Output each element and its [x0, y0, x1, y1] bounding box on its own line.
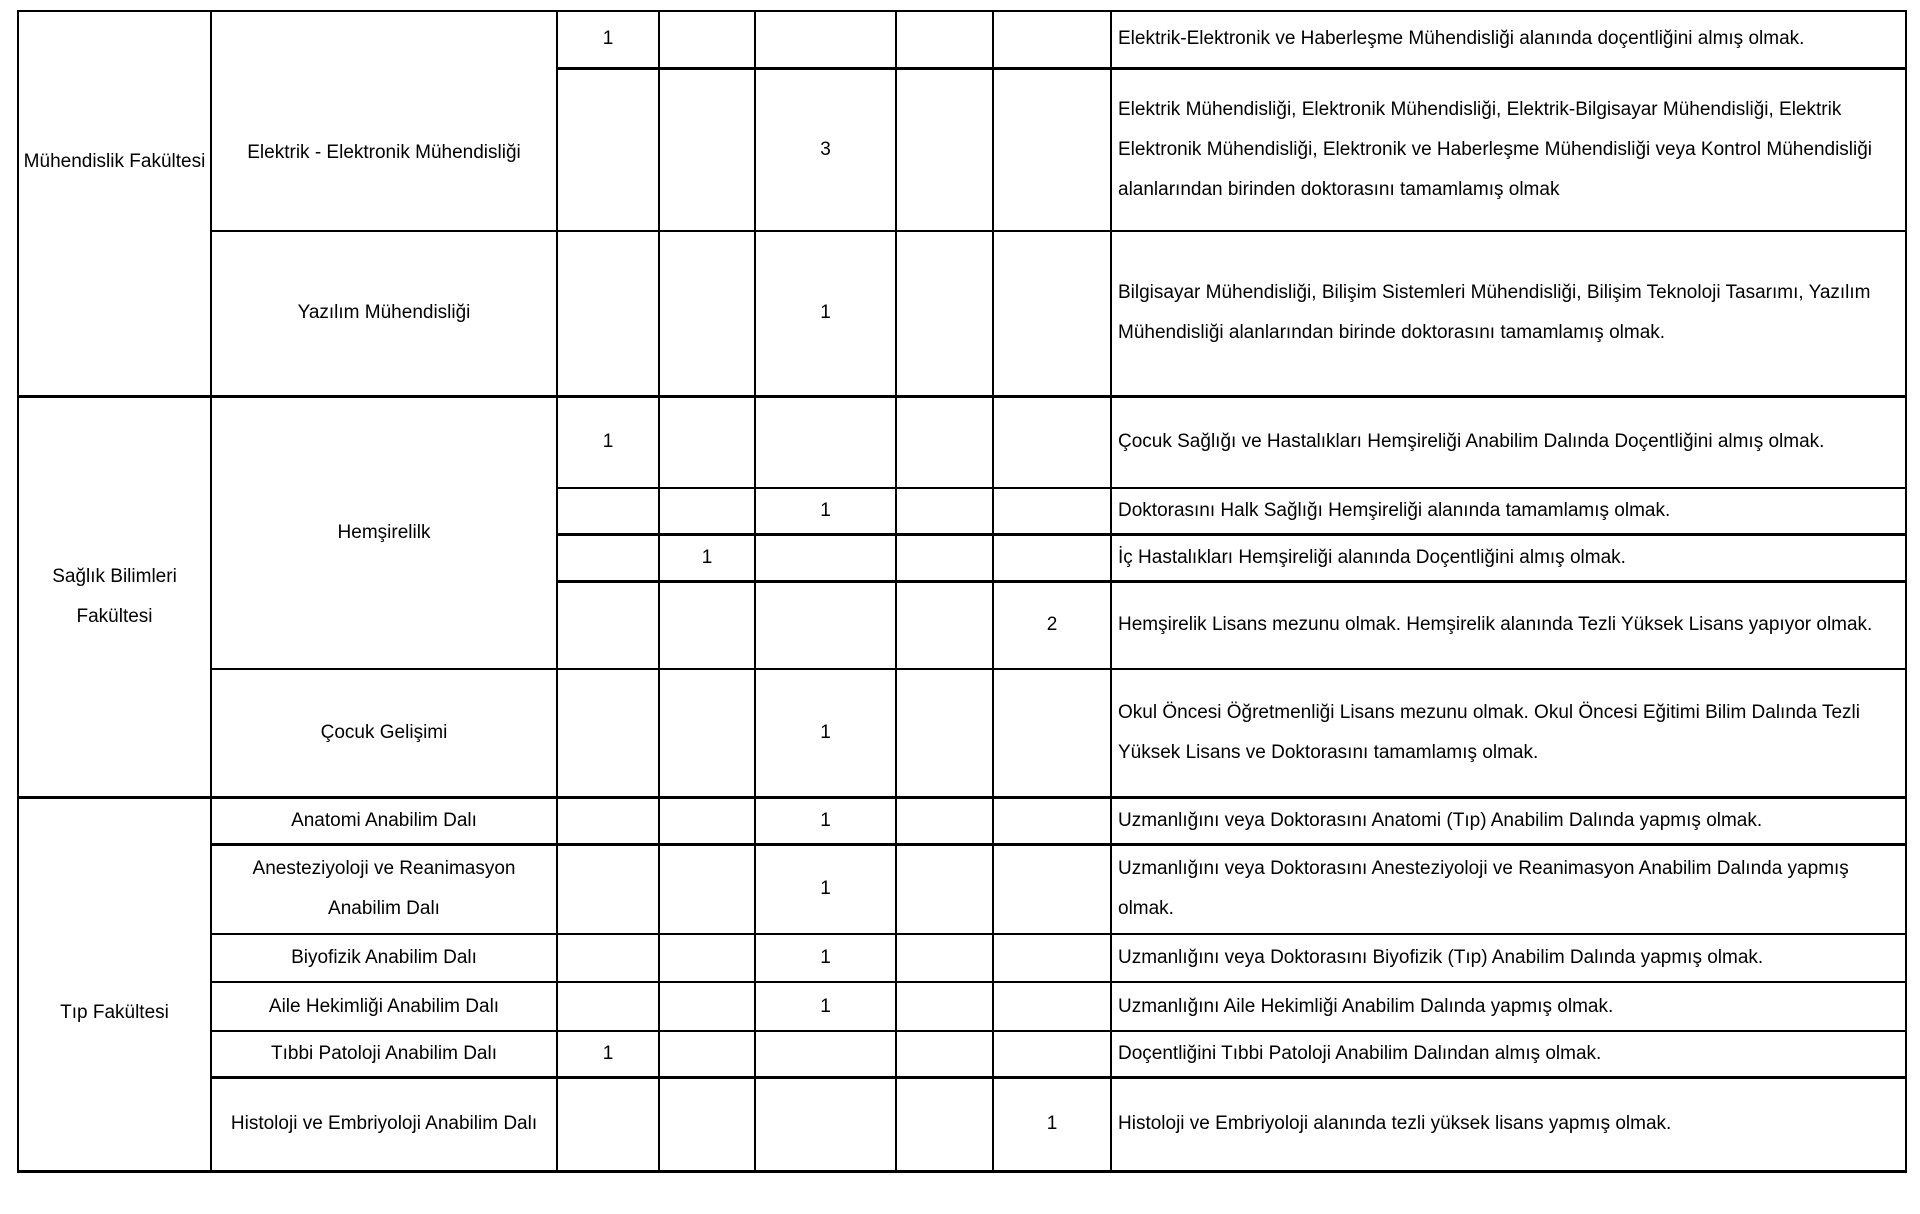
- count-cell: [896, 11, 993, 68]
- requirement-cell: Uzmanlığını Aile Hekimliği Anabilim Dalında yapmış olmak.: [1111, 982, 1906, 1031]
- count-cell: 1: [755, 844, 896, 934]
- count-cell: [896, 934, 993, 982]
- count-cell: [896, 844, 993, 934]
- table-row: [18, 982, 1906, 1031]
- count-cell: [659, 581, 755, 669]
- department-cell: Anesteziyoloji ve Reanimasyon Anabilim Dalı: [211, 844, 557, 934]
- count-cell: [659, 11, 755, 68]
- count-cell: [659, 844, 755, 934]
- count-cell: [557, 982, 659, 1031]
- count-cell: [993, 68, 1111, 231]
- table-row: [18, 396, 1906, 488]
- count-cell: [755, 581, 896, 669]
- department-cell: Yazılım Mühendisliği: [211, 231, 557, 396]
- count-cell: [659, 669, 755, 797]
- count-cell: [659, 1031, 755, 1077]
- department-cell: Aile Hekimliği Anabilim Dalı: [211, 982, 557, 1031]
- count-cell: [557, 534, 659, 581]
- requirement-cell: Okul Öncesi Öğretmenliği Lisans mezunu olmak. Okul Öncesi Eğitimi Bilim Dalında Tezli Yüksek Lisans ve Doktorasını tamamlamış olmak.: [1111, 669, 1906, 797]
- count-cell: [755, 11, 896, 68]
- count-cell: [896, 1031, 993, 1077]
- count-cell: 1: [755, 488, 896, 534]
- count-cell: [896, 534, 993, 581]
- requirement-cell: Uzmanlığını veya Doktorasını Biyofizik (Tıp) Anabilim Dalında yapmış olmak.: [1111, 934, 1906, 982]
- count-cell: 2: [993, 581, 1111, 669]
- count-cell: 1: [755, 669, 896, 797]
- requirement-cell: Doktorasını Halk Sağlığı Hemşireliği alanında tamamlamış olmak.: [1111, 488, 1906, 534]
- department-cell: Hemşirelilk: [211, 396, 557, 669]
- count-cell: [896, 396, 993, 488]
- count-cell: 1: [755, 982, 896, 1031]
- count-cell: [659, 231, 755, 396]
- count-cell: [557, 231, 659, 396]
- count-cell: [557, 581, 659, 669]
- requirement-cell: Elektrik Mühendisliği, Elektronik Mühendisliği, Elektrik-Bilgisayar Mühendisliği, Elektrik Elektronik Mühendisliği, Elektronik ve Haberleşme Mühendisliği veya Kontrol Mühendisliği alanlarından birinden doktorasını tamamlamış olmak: [1111, 68, 1906, 231]
- count-cell: 1: [659, 534, 755, 581]
- count-cell: [557, 934, 659, 982]
- count-cell: [557, 844, 659, 934]
- count-cell: [896, 581, 993, 669]
- count-cell: 1: [557, 396, 659, 488]
- count-cell: [755, 396, 896, 488]
- table-body: [18, 11, 1906, 1171]
- faculty-positions-table: [17, 10, 1907, 1173]
- table-row: [18, 669, 1906, 797]
- count-cell: [659, 396, 755, 488]
- requirement-cell: Elektrik-Elektronik ve Haberleşme Mühendisliği alanında doçentliğini almış olmak.: [1111, 11, 1906, 68]
- count-cell: [993, 1031, 1111, 1077]
- count-cell: [896, 669, 993, 797]
- count-cell: [993, 534, 1111, 581]
- count-cell: 1: [755, 797, 896, 844]
- count-cell: [896, 1077, 993, 1171]
- requirement-cell: Çocuk Sağlığı ve Hastalıkları Hemşireliği Anabilim Dalında Doçentliğini almış olmak.: [1111, 396, 1906, 488]
- requirement-cell: Hemşirelik Lisans mezunu olmak. Hemşirelik alanında Tezli Yüksek Lisans yapıyor olmak.: [1111, 581, 1906, 669]
- count-cell: [659, 982, 755, 1031]
- count-cell: [659, 488, 755, 534]
- table-row: [18, 934, 1906, 982]
- count-cell: [659, 797, 755, 844]
- count-cell: [993, 669, 1111, 797]
- count-cell: [896, 797, 993, 844]
- count-cell: [993, 231, 1111, 396]
- count-cell: [896, 231, 993, 396]
- count-cell: [659, 1077, 755, 1171]
- count-cell: 1: [755, 934, 896, 982]
- count-cell: 1: [557, 11, 659, 68]
- count-cell: [557, 1077, 659, 1171]
- count-cell: [896, 488, 993, 534]
- count-cell: [993, 11, 1111, 68]
- table-row: [18, 844, 1906, 934]
- table-row: [18, 1077, 1906, 1171]
- department-cell: Histoloji ve Embriyoloji Anabilim Dalı: [211, 1077, 557, 1171]
- department-cell: Elektrik - Elektronik Mühendisliği: [211, 11, 557, 231]
- count-cell: [896, 68, 993, 231]
- department-cell: Çocuk Gelişimi: [211, 669, 557, 797]
- requirement-cell: Uzmanlığını veya Doktorasını Anatomi (Tıp) Anabilim Dalında yapmış olmak.: [1111, 797, 1906, 844]
- count-cell: 3: [755, 68, 896, 231]
- requirement-cell: İç Hastalıkları Hemşireliği alanında Doçentliğini almış olmak.: [1111, 534, 1906, 581]
- table-row: [18, 11, 1906, 68]
- count-cell: 1: [993, 1077, 1111, 1171]
- requirement-cell: Doçentliğini Tıbbi Patoloji Anabilim Dalından almış olmak.: [1111, 1031, 1906, 1077]
- count-cell: [659, 68, 755, 231]
- department-cell: Biyofizik Anabilim Dalı: [211, 934, 557, 982]
- count-cell: [993, 488, 1111, 534]
- table-row: [18, 1031, 1906, 1077]
- department-cell: Anatomi Anabilim Dalı: [211, 797, 557, 844]
- count-cell: [659, 934, 755, 982]
- count-cell: [993, 934, 1111, 982]
- count-cell: [993, 982, 1111, 1031]
- count-cell: [755, 534, 896, 581]
- requirement-cell: Histoloji ve Embriyoloji alanında tezli yüksek lisans yapmış olmak.: [1111, 1077, 1906, 1171]
- count-cell: [557, 488, 659, 534]
- count-cell: [755, 1031, 896, 1077]
- requirement-cell: Uzmanlığını veya Doktorasını Anesteziyoloji ve Reanimasyon Anabilim Dalında yapmış olmak.: [1111, 844, 1906, 934]
- count-cell: [993, 396, 1111, 488]
- count-cell: [557, 68, 659, 231]
- count-cell: [755, 1077, 896, 1171]
- table-row: [18, 231, 1906, 396]
- count-cell: 1: [755, 231, 896, 396]
- count-cell: 1: [557, 1031, 659, 1077]
- faculty-cell: Mühendislik Fakültesi: [18, 11, 211, 396]
- table-row: [18, 797, 1906, 844]
- count-cell: [896, 982, 993, 1031]
- count-cell: [557, 797, 659, 844]
- faculty-cell: Sağlık Bilimleri Fakültesi: [18, 396, 211, 797]
- department-cell: Tıbbi Patoloji Anabilim Dalı: [211, 1031, 557, 1077]
- count-cell: [993, 844, 1111, 934]
- requirement-cell: Bilgisayar Mühendisliği, Bilişim Sistemleri Mühendisliği, Bilişim Teknoloji Tasarımı, Yazılım Mühendisliği alanlarından birinde doktorasını tamamlamış olmak.: [1111, 231, 1906, 396]
- count-cell: [993, 797, 1111, 844]
- faculty-cell: Tıp Fakültesi: [18, 797, 211, 1171]
- count-cell: [557, 669, 659, 797]
